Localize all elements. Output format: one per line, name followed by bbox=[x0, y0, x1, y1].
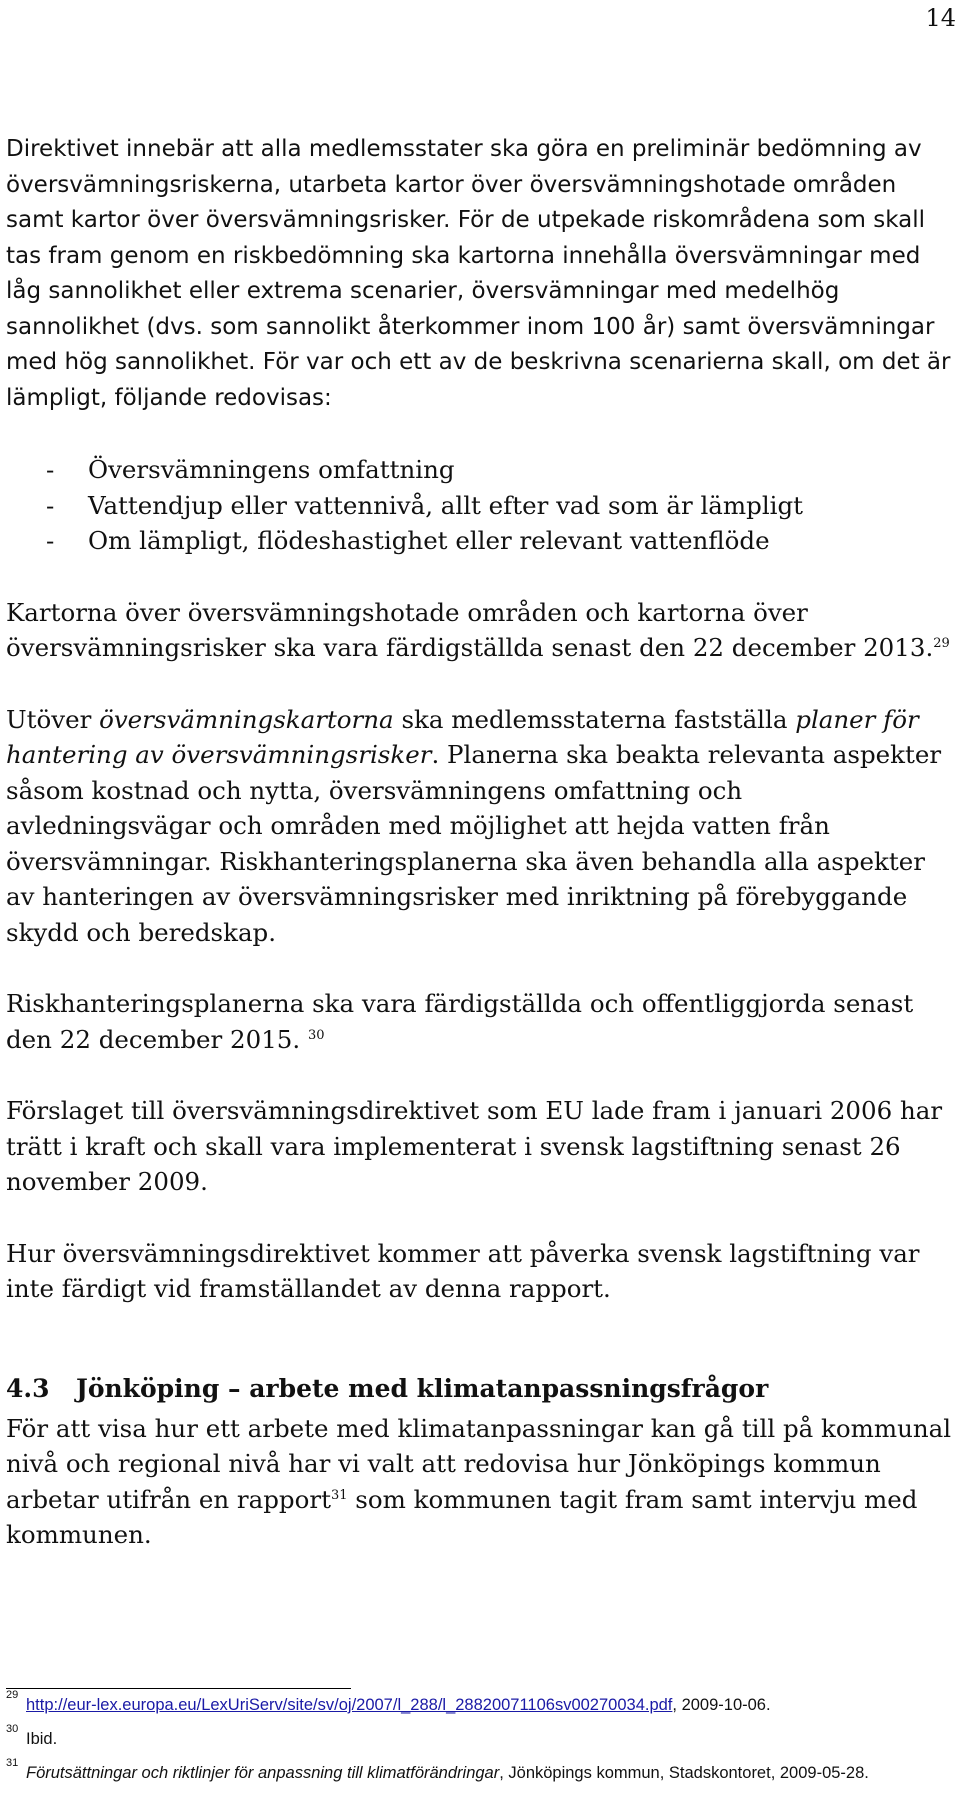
footnotes bbox=[6, 1688, 952, 1797]
paragraph-risk-plans: Utöver översvämningskartorna ska medlemsstaterna fastställa planer för hantering av översvämningsrisker. Planerna ska beakta relevanta aspekter såsom kostnad och nytta, översvämningens omfattning och avledningsvägar och områden med möjlighet att hejda vatten från översvämningar. Riskhanteringsplanerna ska även behandla alla aspekter av hanteringen av översvämningsrisker med inriktning på förebyggande skydd och beredskap. bbox=[6, 704, 942, 947]
paragraph-jonkoping: För att visa hur ett arbete med klimatanpassningar kan gå till på kommunal nivå och regional nivå har vi valt att redovisa hur Jönköpings kommun arbetar utifrån en rapport$^{31}$ som kommunen tagit fram samt intervju med kommunen. bbox=[6, 1413, 952, 1549]
paragraph-directive: Direktivet innebär att alla medlemsstater ska göra en preliminär bedömning av översvämningsriskerna, utarbeta kartor över översvämningshotade områden samt kartor över översvämningsrisker. För de utpekade riskområdena som skall tas fram genom en riskbedömning ska kartorna innehålla översvämningar med låg sannolikhet eller extrema scenarier, översvämningar med medelhög sannolikhet (dvs. som sannolikt återkommer inom 100 år) samt översvämningar med hög sannolikhet. För var och ett av de beskrivna scenarierna skall, om det är lämpligt, följande redovisas: bbox=[6, 136, 951, 411]
footnote-ref-31[interactable]: 31 bbox=[330, 1487, 348, 1503]
footnote-number: 29 bbox=[6, 1689, 19, 1701]
footnote-divider bbox=[6, 1688, 351, 1689]
paragraph-maps-deadline: Kartorna över översvämningshotade områden och kartorna över översvämningsrisker ska vara färdigställda senast den 22 december 2013.29 bbox=[6, 597, 950, 662]
footnote-ref-29[interactable]: 29 bbox=[933, 635, 950, 651]
section-title: Jönköping – arbete med klimatanpassningsfrågor bbox=[76, 1373, 769, 1403]
footnote-31: 31 Förutsättningar och riktlinjer för anpassning till klimatförändringar, Jönköpings kommun, Stadskontoret, 2009-05-28. bbox=[6, 1763, 952, 1783]
document-body bbox=[6, 132, 952, 1553]
footnote-link[interactable]: http://eur-lex.europa.eu/LexUriServ/site/sv/oj/2007/l_288/l_28820071106sv00270034.pdf bbox=[26, 1696, 673, 1714]
footnote-number: 31 bbox=[6, 1757, 19, 1769]
paragraph-plans-deadline: Riskhanteringsplanerna ska vara färdigställda och offentliggjorda senast den 22 december 2015. $^{30}$ bbox=[6, 989, 914, 1054]
list-item: - Översvämningens omfattning bbox=[46, 455, 455, 484]
footnote-29: 29 http://eur-lex.europa.eu/LexUriServ/site/sv/oj/2007/l_288/l_28820071106sv00270034.pdf, 2009-10-06. bbox=[6, 1695, 952, 1715]
requirements-list bbox=[6, 452, 952, 559]
list-item: - Vattendjup eller vattennivå, allt efter vad som är lämpligt bbox=[46, 490, 804, 520]
list-item: - Om lämpligt, flödeshastighet eller relevant vattenflöde bbox=[46, 526, 770, 555]
section-heading bbox=[6, 1371, 952, 1407]
section-number: 4.3 bbox=[6, 1373, 50, 1403]
footnote-number: 30 bbox=[6, 1723, 19, 1735]
footnote-30: 30 Ibid. bbox=[6, 1729, 952, 1749]
page-number: 14 bbox=[925, 4, 956, 32]
paragraph-directive-proposal: Förslaget till översvämningsdirektivet som EU lade fram i januari 2006 har trätt i kraft och skall vara implementerat i svensk lagstiftning senast 26 november 2009. bbox=[6, 1096, 943, 1196]
footnote-ref-30[interactable]: 30 bbox=[307, 1027, 325, 1043]
paragraph-legislation: Hur översvämningsdirektivet kommer att påverka svensk lagstiftning var inte färdigt vid framställandet av denna rapport. bbox=[6, 1238, 920, 1303]
